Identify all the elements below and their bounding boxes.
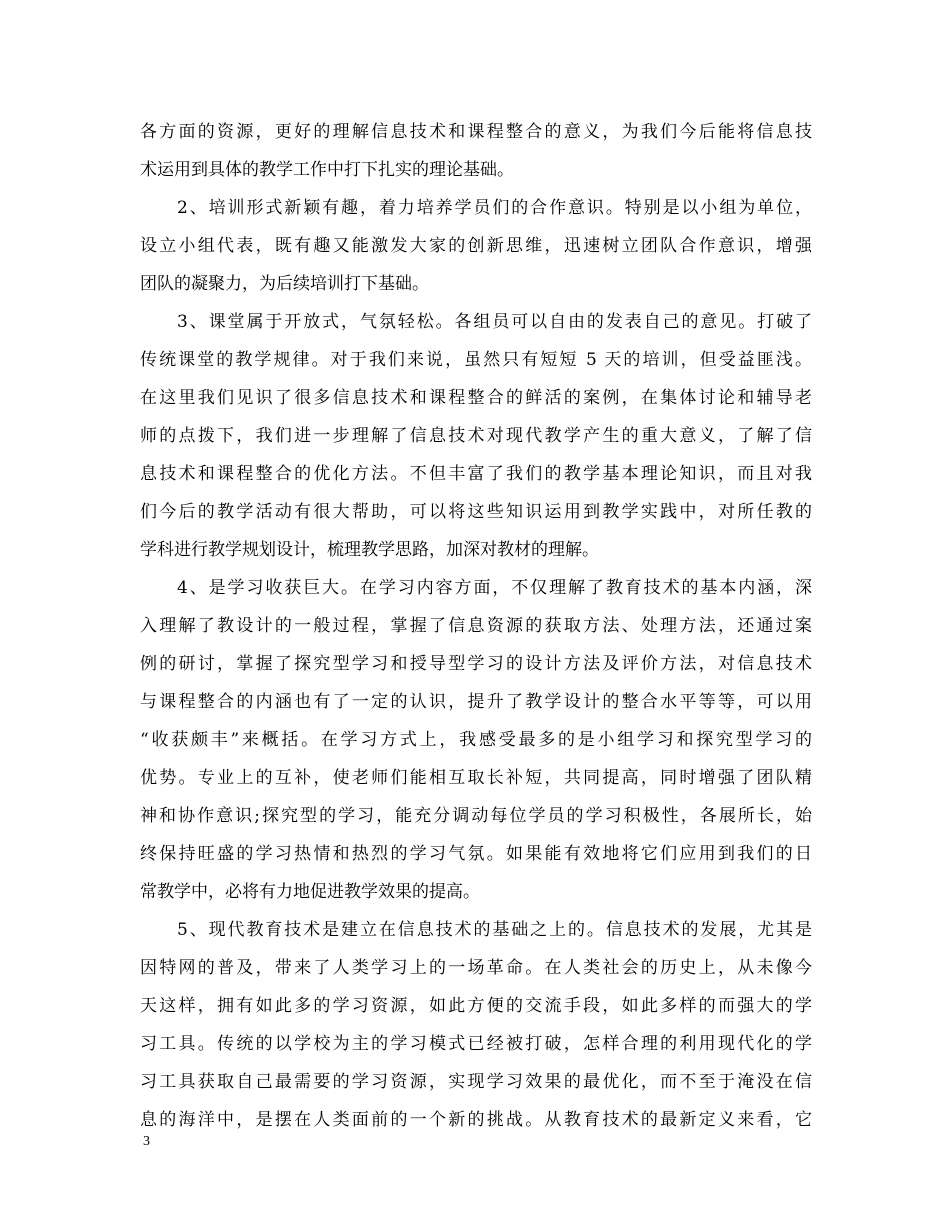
text-line: 设立小组代表，既有趣又能激发大家的创新思维，迅速树立团队合作意识，增强 [140,236,812,256]
text-line: 常教学中，必将有力地促进教学效果的提高。 [140,882,480,902]
page-number: 3 [143,1134,150,1149]
text-line: 习工具获取自己最需要的学习资源，实现学习效果的最优化，而不至于淹没在信 [140,1072,812,1092]
paragraph-item-5 [140,911,812,1139]
text-line: 师的点拨下，我们进一步理解了信息技术对现代教学产生的重大意义，了解了信 [140,426,812,446]
text-line: 息技术和课程整合的优化方法。不但丰富了我们的教学基本理论知识，而且对我 [140,464,812,484]
text-line: 5、现代教育技术是建立在信息技术的基础之上的。信息技术的发展，尤其是 [177,920,812,940]
paragraph-item-2 [140,189,812,303]
text-line: 神和协作意识;探究型的学习，能充分调动每位学员的学习积极性，各展所长，始 [140,806,812,826]
text-line: “收获颇丰”来概括。在学习方式上，我感受最多的是小组学习和探究型学习的 [140,730,812,750]
text-line: 术运用到具体的教学工作中打下扎实的理论基础。 [140,160,514,180]
text-line: 优势。专业上的互补，使老师们能相互取长补短，共同提高，同时增强了团队精 [140,768,812,788]
paragraph-continuation [140,113,812,189]
text-line: 4、是学习收获巨大。在学习内容方面，不仅理解了教育技术的基本内涵，深 [177,578,812,598]
document-body [140,113,812,1139]
text-line: 终保持旺盛的学习热情和热烈的学习气氛。如果能有效地将它们应用到我们的日 [140,844,812,864]
paragraph-item-3 [140,303,812,569]
paragraph-item-4 [140,569,812,911]
text-line: 2、培训形式新颖有趣，着力培养学员们的合作意识。特别是以小组为单位， [177,198,812,218]
text-line: 习工具。传统的以学校为主的学习模式已经被打破，怎样合理的利用现代化的学 [140,1034,812,1054]
text-line: 3、课堂属于开放式，气氛轻松。各组员可以自由的发表自己的意见。打破了 [177,312,812,332]
text-line: 在这里我们见识了很多信息技术和课程整合的鲜活的案例，在集体讨论和辅导老 [140,388,812,408]
text-line: 学科进行教学规划设计，梳理教学思路，加深对教材的理解。 [140,540,599,560]
text-line: 天这样，拥有如此多的学习资源，如此方便的交流手段，如此多样的而强大的学 [140,996,812,1016]
text-line: 们今后的教学活动有很大帮助，可以将这些知识运用到教学实践中，对所任教的 [140,502,812,522]
text-line: 与课程整合的内涵也有了一定的认识，提升了教学设计的整合水平等等，可以用 [140,692,812,712]
text-line: 例的研讨，掌握了探究型学习和授导型学习的设计方法及评价方法，对信息技术 [140,654,812,674]
text-line: 因特网的普及，带来了人类学习上的一场革命。在人类社会的历史上，从未像今 [140,958,812,978]
text-line: 各方面的资源，更好的理解信息技术和课程整合的意义，为我们今后能将信息技 [140,122,812,142]
text-line: 传统课堂的教学规律。对于我们来说，虽然只有短短 5 天的培训，但受益匪浅。 [140,350,812,370]
text-line: 入理解了教设计的一般过程，掌握了信息资源的获取方法、处理方法，还通过案 [140,616,812,636]
text-line: 息的海洋中，是摆在人类面前的一个新的挑战。从教育技术的最新定义来看，它 [140,1110,812,1130]
text-line: 团队的凝聚力，为后续培训打下基础。 [140,274,429,294]
